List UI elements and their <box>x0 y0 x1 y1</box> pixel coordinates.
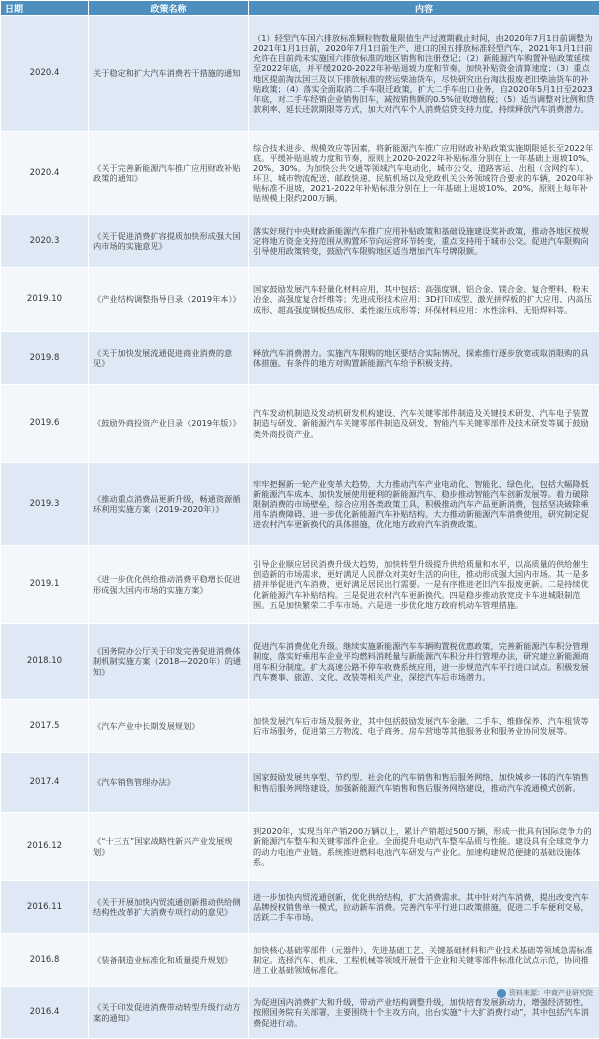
row-policy-name: 关于稳定和扩大汽车消费若干措施的通知 <box>93 68 244 78</box>
table-row <box>1 813 599 881</box>
row-content: 综合技术进步、规模效应等因素，将新能源汽车推广应用财政补贴政策实施期限延长至2022年底。平缓补贴退坡力度和节奏，原则上2020-2022年补贴标准分别在上一年基础上退坡10%、20%、30%。为加快公共交通等领域汽车电动化，城市公交、道路客运、出租（含网约车）、环卫、城市物流配送、邮政快递、民航机场以及党政机关公务领域符合要求的车辆，2020年补贴标准不退坡，2021-2022年补贴标准分别在上一年基础上退坡10%、20%。原则上每年补贴规模上限约200万辆。 <box>253 143 595 204</box>
row-content: 到2020年，实现当年产销200万辆以上，累计产销超过500万辆，形成一批具有国际竞争力的新能源汽车整车和关键零部件企业。全面提升电动汽车整车品质与性能。建设具有全球竞争力的动力电池产业链。系统推进燃料电池汽车研发与产业化。加速构建规范便捷的基础设施体系。 <box>253 826 595 866</box>
header-content: 内容 <box>249 1 599 16</box>
row-policy-name: 《进一步优化供给推动消费平稳增长促进形成强大国内市场的实施方案》 <box>93 574 244 594</box>
logo-icon <box>497 989 506 998</box>
row-content: 为促进国内消费扩大和升级，带动产业结构调整升级，加快培育发展新动力，增强经济韧性，按照国务院有关部署，主要围绕十个主攻方向，出台实施“十大扩消费行动”，其中包括汽车消费促进行动。 <box>253 997 595 1027</box>
table-row <box>1 215 599 268</box>
row-content: 牢牢把握新一轮产业变革大趋势，大力推动汽车产业电动化、智能化、绿色化，包括大幅降低新能源汽车成本、加快发展使用便利的新能源汽车、稳步推动智能汽车创新发展等。着力破除限制消费的市场壁垒，综合应用各类政策工具，积极推动汽车产品更新消费，包括坚决破除乘用车消费障碍、进一步优化新能源汽车补贴结构。大力推动新能源汽车消费使用，研究制定促进农村汽车更新换代的具体措施，优化地方政府汽车消费政策。 <box>253 479 595 529</box>
table-row <box>1 332 599 385</box>
row-date: 2019.1 <box>1 579 88 589</box>
table-row <box>1 881 599 934</box>
table-row <box>1 624 599 700</box>
table-row <box>1 132 599 215</box>
row-policy-name: 《关于开展加快内贸流通创新推动供给侧结构性改革扩大消费专项行动的意见》 <box>93 897 244 917</box>
row-policy-name: 《汽车销售管理办法》 <box>93 777 244 787</box>
row-content: 引导企业顺应居民消费升级大趋势，加快转型升级提升供给质量和水平，以高质量的供给催生创造新的市场需求，更好满足人民群众对美好生活的向往，推动形成强大国内市场。其一是多措并举促进汽车消费，更好满足居民出行需要。一是有序推进老旧汽车报废更新。二是持续优化新能源汽车补贴结构。三是促进农村汽车更新换代。四是稳步推动放宽皮卡车进城限制范围。五是加快繁荣二手车市场。六是进一步优化地方政府机动车管理措施。 <box>253 559 595 609</box>
row-date: 2019.8 <box>1 353 88 363</box>
table-row <box>1 385 599 463</box>
row-policy-name: 《汽车产业中长期发展规划》 <box>93 721 244 731</box>
source-footer <box>497 988 593 998</box>
table-row <box>1 16 599 132</box>
row-content: 促进汽车消费优化升级。继续实施新能源汽车车辆购置税优惠政策，完善新能源汽车积分管理制度，落实好乘用车企业平均燃料消耗量与新能源汽车积分并行管理办法，研究建立新能源商用车积分制度。扩大高速公路不停车收费系统应用，进一步规范汽车平行进口试点。积极发展汽车赛事、旅游、文化、改装等相关产业，深挖汽车后市场潜力。 <box>253 641 595 681</box>
table-row <box>1 463 599 546</box>
table-row <box>1 700 599 753</box>
source-text: 资料来源：中商产业研究院 <box>509 988 593 998</box>
row-date: 2019.10 <box>1 294 88 304</box>
row-policy-name: 《鼓励外商投资产业目录（2019年版）》 <box>93 418 244 428</box>
row-date: 2020.4 <box>1 68 88 78</box>
row-policy-name: 《关于加快发展流通促进商业消费的意见》 <box>93 348 244 368</box>
row-policy-name: 《关于完善新能源汽车推广应用财政补贴政策的通知》 <box>93 163 244 183</box>
row-policy-name: 《产业结构调整指导目录（2019年本）》 <box>93 294 244 304</box>
row-content: 释放汽车消费潜力。实施汽车限购的地区要结合实际情况，探索推行逐步放宽或取消限购的具体措施。有条件的地方对购置新能源汽车给予积极支持。 <box>253 348 595 368</box>
row-date: 2016.4 <box>1 1007 88 1017</box>
row-policy-name: 《关于促进消费扩容提质加快形成强大国内市场的实施意见》 <box>93 231 244 251</box>
row-content: 汽车发动机制造及发动机研发机构建设、汽车关键零部件制造及关键技术研发、汽车电子装置制造与研发、新能源汽车关键零部件制造及研发、智能汽车关键零部件及技术研发等属于鼓励类外商投资产业。 <box>253 408 595 438</box>
row-policy-name: 《装备制造业标准化和质量提升规划》 <box>93 955 244 965</box>
table-header <box>1 1 599 16</box>
table-body <box>1 16 599 1039</box>
row-policy-name: 《关于印发促进消费带动转型升级行动方案的通知》 <box>93 1002 244 1022</box>
row-date: 2020.3 <box>1 236 88 246</box>
row-content: （1）轻型汽车国六排放标准颗粒物数量限值生产过渡期截止时间，由2020年7月1日前调整为2021年1月1日前，2020年7月1日前生产、进口的国五排放标准轻型汽车，2021年1月1日前允许在目前尚未实施国六排放标准的地区销售和注册登记；（2）新能源汽车购置补贴政策延续至2022年底，并平缓2020-2022年补贴退坡力度和节奏，加快补贴资金清算速度；（3）重点地区提前淘汰国三及以下排放标准的营运柴油货车，尽快研究出台淘汰报废老旧柴油货车的补贴政策；（4）落实全面取消二手车限迁政策，扩大二手车出口业务，自2020年5月1日至2023年底，对二手车经销企业销售旧车，减按销售额的0.5%征收增值税；（5）适当调整对比例和贷款利率、延长还款期限等方式，加大对汽车个人消费信贷支持力度，持续释放汽车消费潜力。 <box>253 33 595 114</box>
header-date: 日期 <box>1 1 89 16</box>
row-policy-name: 《推动重点消费品更新升级，畅通资源循环利用实施方案（2019-2020年）》 <box>93 494 244 514</box>
row-policy-name: 《“十三五”国家战略性新兴产业发展规划》 <box>93 836 244 856</box>
row-content: 落实好现行中央财政新能源汽车推广应用补贴政策和基础设施建设奖补政策，推动各地区按规定将地方资金支持范围从购置环节向运营环节转变，重点支持用于城市公交。促进汽车限购向引导使用政策转变，鼓励汽车限购地区适当增加汽车号牌限额。 <box>253 226 595 256</box>
row-date: 2016.8 <box>1 955 88 965</box>
row-content: 进一步加快内贸流通创新，优化供给结构，扩大消费需求。其中针对汽车消费，提出改变汽车品牌授权销售单一模式，拉动新车消费。完善汽车平行进口政策措施，促进二手车便利交易，活跃二手车市场。 <box>253 892 595 922</box>
row-date: 2016.12 <box>1 841 88 851</box>
row-date: 2017.4 <box>1 777 88 787</box>
row-date: 2017.5 <box>1 721 88 731</box>
table-row <box>1 753 599 813</box>
table-row <box>1 268 599 332</box>
row-date: 2018.10 <box>1 656 88 666</box>
row-date: 2019.3 <box>1 499 88 509</box>
row-content: 加快核心基础零部件（元器件）、先进基础工艺、关键基础材料和产业技术基础等领域急需标准制定。选择汽车、机床、工程机械等领域开展骨干企业和关键零部件标准化试点示范，协同推进工业基础领域标准化。 <box>253 945 595 975</box>
row-content: 国家鼓励发展共享型、节约型、社会化的汽车销售和售后服务网络，加快城乡一体的汽车销售和售后服务网络建设，加强新能源汽车销售和售后服务网络建设，推动汽车流通模式创新。 <box>253 772 595 792</box>
row-date: 2020.4 <box>1 168 88 178</box>
row-content: 加快发展汽车后市场及服务业，其中包括鼓励发展汽车金融、二手车、维修保养、汽车租赁等后市场服务，促进第三方物流、电子商务、房车营地等其他服务业和服务业协同发展等。 <box>253 716 595 736</box>
row-date: 2016.11 <box>1 902 88 912</box>
row-policy-name: 《国务院办公厅关于印发完善促进消费体制机制实施方案（2018—2020年）的通知》 <box>93 646 244 676</box>
table-row <box>1 546 599 624</box>
row-date: 2019.6 <box>1 418 88 428</box>
table-row <box>1 934 599 987</box>
row-content: 国家鼓励发展汽车轻量化材料应用，其中包括：高强度钢、铝合金、镁合金、复合塑料、粉末冶金、高强度复合纤维等；先进成形技术应用：3D打印成型、激光拼焊板的扩大应用、内高压成形、超高强度钢板热成形、柔性滚压成形等；环保材料应用：水性涂料、无铅焊料等。 <box>253 284 595 314</box>
header-policy-name: 政策名称 <box>89 1 249 16</box>
